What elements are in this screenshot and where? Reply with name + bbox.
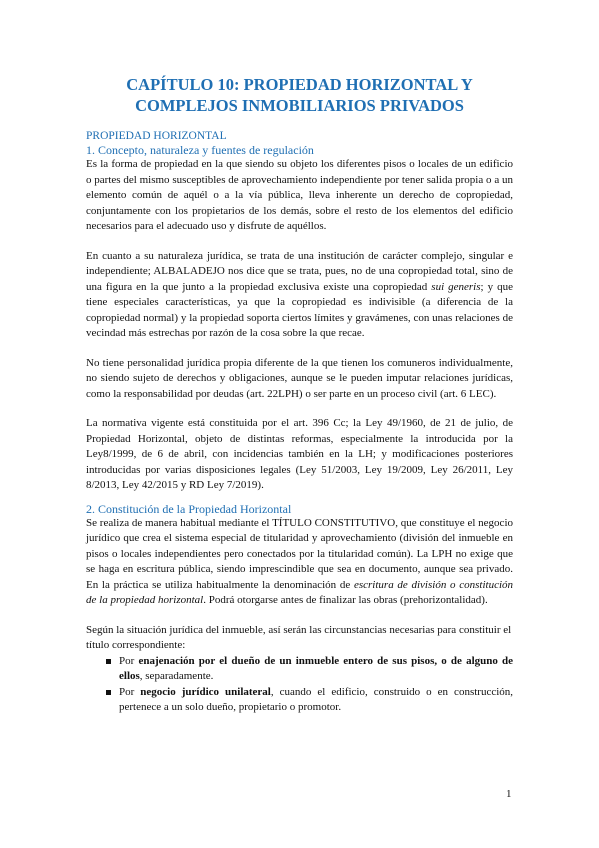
- heading-constitucion: 2. Constitución de la Propiedad Horizontal: [86, 501, 292, 516]
- paragraph-personalidad: No tiene personalidad jurídica propia diferente de la que tienen los comuneros individualmente, no siendo sujeto de derechos y obligaciones, aunque se le pueden imputar relaciones jurídicas, como la responsabilidad por deudas (art. 22LPH) o ser parte en un proceso civil (art. 6 LEC).: [86, 356, 513, 400]
- chapter-title-line-1: CAPÍTULO 10: PROPIEDAD HORIZONTAL Y: [126, 75, 473, 94]
- heading-concepto: 1. Concepto, naturaleza y fuentes de regulación: [86, 143, 314, 157]
- list-item-bold: enajenación por el dueño de un inmueble entero de sus pisos, o de alguno de ellos: [119, 654, 514, 682]
- list-item-text: Por: [119, 654, 139, 667]
- paragraph-titulo-text-a: Se realiza de manera habitual mediante el TÍTULO CONSTITUTIVO, que constituye el negocio jurídico que crea el sistema especial de titularidad y aprovechamiento (división del inmueble en pisos o locales independientes pero conectados por la titularidad común). La LPH no exige que se haga en escritura pública, siendo imprescindible que sea en documento, aunque sea privado. En la práctica se utiliza habitualmente la denominación de: [86, 516, 513, 591]
- paragraph-definicion: Es la forma de propiedad en la que siendo su objeto los diferentes pisos o locales de un edificio o partes del mismo susceptibles de aprovechamiento independiente por tener salida propia o a un elemento común de aquél o a la vía pública, lleva inherente un derecho de copropiedad, conjuntamente con los propietarios de los demás, sobre el resto de los elementos del edificio necesarios para el adecuado uso y disfrute de aquéllos.: [86, 158, 513, 232]
- square-bullet-icon: [106, 659, 111, 664]
- chapter-title: [86, 0, 513, 116]
- paragraph-naturaleza: [86, 249, 513, 342]
- list-item: [106, 654, 513, 685]
- list-item-text: , cuando el edificio, construido o en construcción, pertenece a un solo dueño, propietario o promotor.: [119, 685, 514, 713]
- paragraph-naturaleza-italic: sui generis: [431, 280, 481, 293]
- square-bullet-icon: [106, 690, 111, 695]
- list-item-bold: negocio jurídico unilateral: [140, 685, 271, 698]
- list-item-text: Por: [119, 685, 141, 698]
- bullet-list: [86, 654, 513, 716]
- paragraph-titulo-constitutivo: [86, 516, 513, 609]
- paragraph-naturaleza-text-b: ; y que tiene especiales características, ya que la copropiedad es indivisible (a diferencia de la copropiedad normal) y la propiedad soporta ciertos límites y gravámenes, con unas relaciones de vecindad más estrechas por razón de la cosa sobre la que recae.: [86, 280, 513, 339]
- chapter-title-line-2: COMPLEJOS INMOBILIARIOS PRIVADOS: [135, 96, 464, 115]
- list-item-text: , separadamente.: [139, 670, 214, 682]
- paragraph-titulo-text-b: . Podrá otorgarse antes de finalizar las obras (prehorizontalidad).: [203, 594, 488, 606]
- paragraph-situacion: Según la situación jurídica del inmueble, así serán las circunstancias necesarias para constituir el título correspondiente:: [86, 623, 512, 651]
- section-label: PROPIEDAD HORIZONTAL: [86, 130, 227, 142]
- list-item: [106, 685, 513, 716]
- paragraph-normativa: La normativa vigente está constituida por el art. 396 Cc; la Ley 49/1960, de 21 de julio, de Propiedad Horizontal, objeto de distintas reformas, especialmente la introducida por la Ley8/1999, de 6 de abril, con incidencias también en la LH; y modificaciones posteriores introducidas por varias disposiciones legales (Ley 51/2003, Ley 19/2009, Ley 26/2011, Ley 8/2013, Ley 42/2015 y RD Ley 7/2019).: [86, 417, 513, 491]
- page-number: 1: [506, 788, 512, 800]
- paragraph-naturaleza-text-a: En cuanto a su naturaleza jurídica, se trata de una institución de carácter complejo, singular e independiente; ALBALADEJO nos dice que se trata, pues, no de una copropiedad total, sino de una figura en la que junto a la propiedad exclusiva existe una copropiedad: [86, 249, 513, 293]
- paragraph-titulo-italic: escritura de división o constitución de la propiedad horizontal: [86, 578, 514, 606]
